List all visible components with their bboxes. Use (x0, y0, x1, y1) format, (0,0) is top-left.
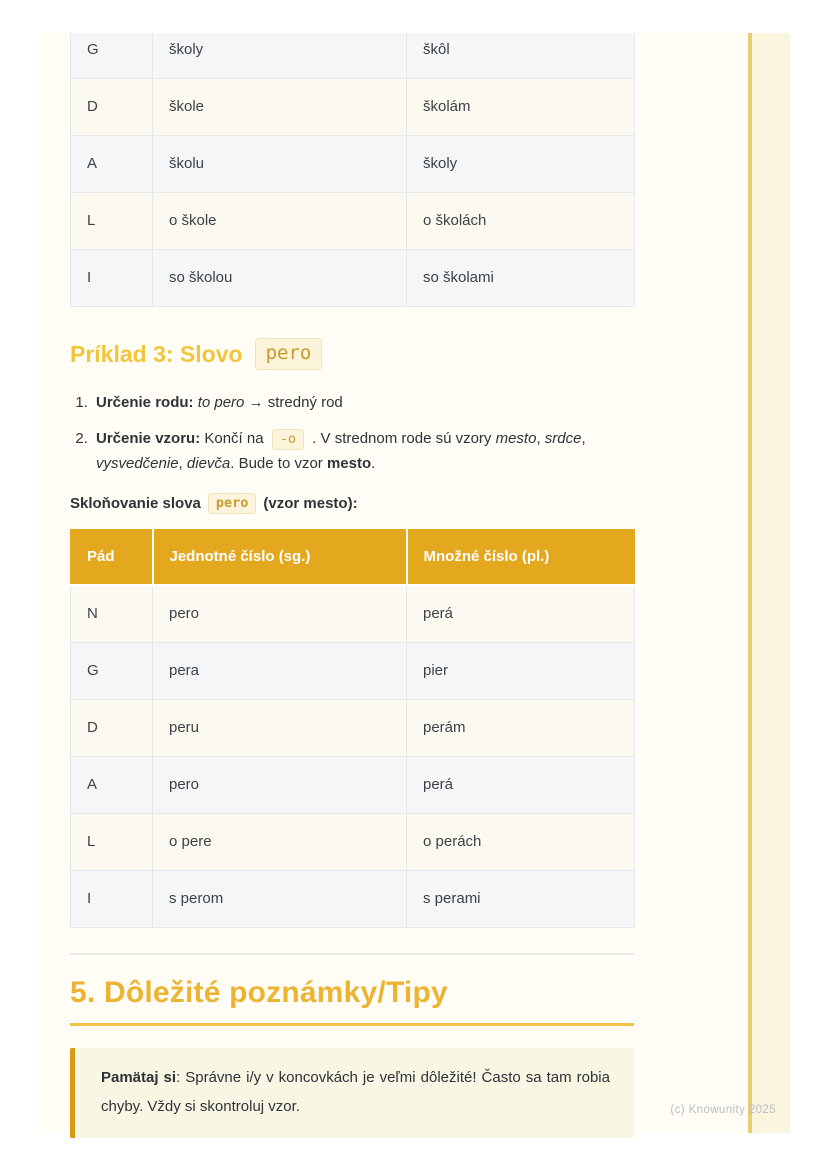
plural-cell: perá (407, 585, 635, 643)
table-row (71, 250, 635, 307)
singular-cell: školy (153, 33, 407, 79)
text-segment: → stredný rod (244, 394, 343, 411)
case-cell: I (71, 250, 153, 307)
step-item-pattern (92, 427, 612, 476)
text-segment: . Bude to vzor (230, 454, 327, 472)
case-cell: D (71, 79, 153, 136)
document-page (40, 33, 790, 1133)
table-row (71, 699, 635, 756)
page-content (70, 33, 634, 1138)
text-segment: Určenie rodu: (96, 394, 194, 411)
table-row (71, 870, 635, 927)
table-row (71, 813, 635, 870)
steps-list (92, 391, 634, 476)
plural-cell: s perami (407, 870, 635, 927)
plural-cell: so školami (407, 250, 635, 307)
table-row (71, 756, 635, 813)
declension-table-pero (70, 529, 635, 928)
case-cell: I (71, 870, 153, 927)
case-cell: G (71, 33, 153, 79)
text-segment: to pero (197, 394, 245, 411)
table-row (71, 193, 635, 250)
step-item-gender (92, 391, 634, 415)
example-heading (70, 338, 634, 370)
singular-cell: o pere (153, 813, 407, 870)
singular-cell: školu (153, 136, 407, 193)
plural-cell: o školách (407, 193, 635, 250)
declension-intro-suffix: (vzor mesto): (263, 494, 358, 512)
text-segment: srdce (544, 430, 582, 448)
singular-cell: škole (153, 79, 407, 136)
text-segment: Určenie vzoru: (96, 430, 201, 448)
plural-cell: škôl (407, 33, 635, 79)
singular-cell: so školou (153, 250, 407, 307)
case-cell: D (71, 699, 153, 756)
text-segment: : Správne i/y v koncovkách je veľmi dôležité! Často sa tam robia chyby. Vždy si skontroluj vzor. (101, 1068, 610, 1116)
code-badge-pero: pero (255, 338, 323, 370)
declension-table-school (70, 33, 635, 307)
table-row (71, 585, 635, 643)
plural-cell: o perách (407, 813, 635, 870)
singular-cell: pero (153, 585, 407, 643)
table-row (71, 642, 635, 699)
text-segment: . V strednom rode sú vzory (308, 430, 496, 448)
text-segment: vysvedčenie (96, 454, 179, 472)
text-segment: . (371, 454, 376, 472)
text-segment: mesto (326, 454, 372, 472)
case-cell: L (71, 193, 153, 250)
page-edge-line (748, 33, 752, 1133)
column-header: Množné číslo (pl.) (407, 529, 635, 585)
text-segment: Pamätaj si (101, 1068, 177, 1086)
tip-callout-text (101, 1063, 610, 1122)
singular-cell: o škole (153, 193, 407, 250)
plural-cell: pier (407, 642, 635, 699)
copyright-note: (c) Knowunity 2025 (670, 1104, 776, 1116)
declension-intro-line (70, 493, 634, 514)
case-cell: G (71, 642, 153, 699)
tip-callout (70, 1048, 634, 1139)
declension-intro-prefix: Skloňovanie slova (70, 494, 201, 512)
singular-cell: peru (153, 699, 407, 756)
text-segment: , (178, 454, 187, 472)
page-edge-strip (752, 33, 790, 1133)
table-row (71, 136, 635, 193)
table-row (71, 33, 635, 79)
section-divider (70, 953, 634, 955)
plural-cell: školám (407, 79, 635, 136)
singular-cell: pero (153, 756, 407, 813)
code-badge-pero-inline: pero (208, 493, 257, 514)
column-header: Pád (71, 529, 153, 585)
text-segment: dievča (186, 454, 231, 472)
example-heading-text: Príklad 3: Slovo (70, 340, 243, 367)
case-cell: A (71, 136, 153, 193)
table-header-row (71, 529, 635, 585)
plural-cell: perám (407, 699, 635, 756)
text-segment: , (536, 430, 545, 448)
case-cell: L (71, 813, 153, 870)
singular-cell: s perom (153, 870, 407, 927)
text-segment: mesto (495, 430, 537, 448)
column-header: Jednotné číslo (sg.) (153, 529, 407, 585)
plural-cell: perá (407, 756, 635, 813)
text-segment: , (581, 430, 586, 448)
case-cell: N (71, 585, 153, 643)
text-segment: -o (272, 429, 304, 450)
plural-cell: školy (407, 136, 635, 193)
section-heading: 5. Dôležité poznámky/Tipy (70, 976, 634, 1026)
table-row (71, 79, 635, 136)
singular-cell: pera (153, 642, 407, 699)
case-cell: A (71, 756, 153, 813)
text-segment: Končí na (200, 430, 268, 448)
